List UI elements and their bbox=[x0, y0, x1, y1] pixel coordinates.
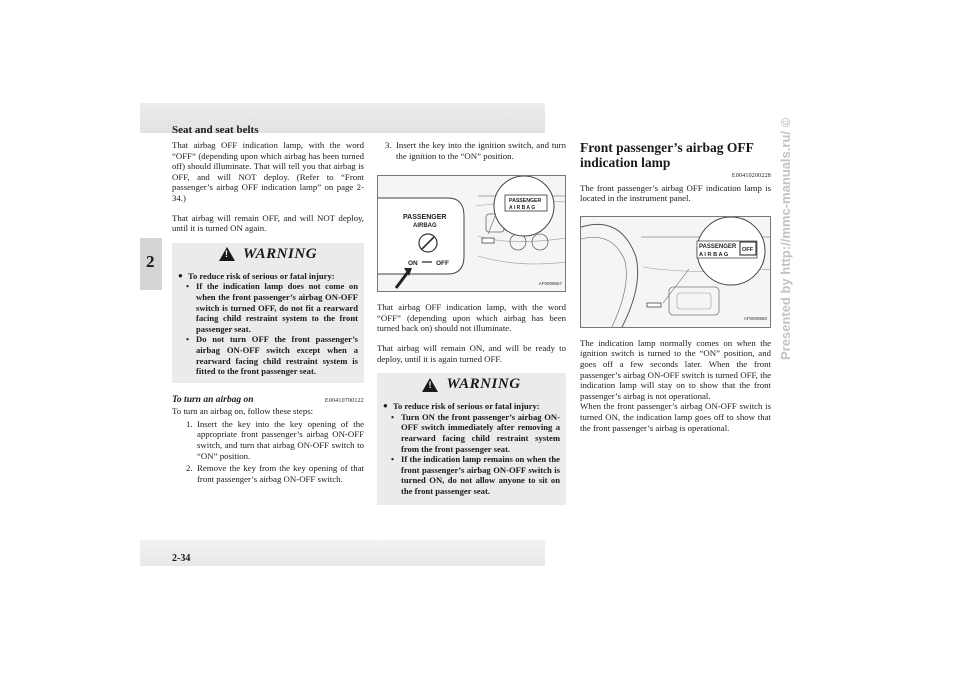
page-number: 2-34 bbox=[172, 553, 191, 564]
warning-triangle-icon bbox=[219, 247, 235, 261]
warning-item-text: If the indication lamp does not come on when the front passenger’s airbag ON-OFF switch is turned OFF, do not fit a rearward facing child restraint system to the front passenger seat. bbox=[196, 281, 358, 334]
chapter-number: 2 bbox=[146, 252, 155, 271]
figure-indication-lamp bbox=[580, 216, 771, 328]
warning-body bbox=[383, 401, 560, 496]
warning-item: • Turn ON the front passenger’s airbag ON-OFF switch immediately after removing a rearward facing child restraint system from the front passenger seat. bbox=[391, 411, 560, 454]
warning-item: • Do not turn OFF the front passenger’s airbag ON-OFF switch except when a rearward facing child restraint system is fitted to the front passenger seat. bbox=[186, 334, 358, 377]
subheading-row bbox=[172, 395, 364, 407]
paragraph: That airbag OFF indication lamp, with the word “OFF” (depending upon which airbag has been turned back on) should not illuminate. bbox=[377, 302, 566, 334]
figure-label: AIRBAG bbox=[413, 223, 437, 230]
figure-airbag-switch bbox=[377, 175, 566, 292]
warning-item-text: If the indication lamp remains on when the front passenger’s airbag ON-OFF switch is turned ON, do not allow anyone to sit on the front passenger seat. bbox=[401, 454, 560, 496]
warning-bullet-text: To reduce risk of serious or fatal injury: bbox=[188, 270, 335, 281]
warning-triangle-icon bbox=[422, 378, 438, 392]
figure-label: PASSENGER bbox=[509, 198, 542, 205]
list-item: 1. Insert the key into the key opening of the appropriate front passenger’s airbag ON-OFF switch, and turn that airbag ON-OFF switch to “ON” position. bbox=[186, 418, 364, 461]
list-item: 2. Remove the key from the key opening of that front passenger’s airbag ON-OFF switch. bbox=[186, 463, 364, 484]
paragraph: The front passenger’s airbag OFF indication lamp is located in the instrument panel. bbox=[580, 182, 771, 204]
warning-item: • If the indication lamp does not come on when the front passenger’s airbag ON-OFF switch is turned OFF, do not fit a rearward facing child restraint system to the front passenger seat. bbox=[186, 281, 358, 334]
figure-label: ON bbox=[408, 260, 418, 268]
warning-item: • If the indication lamp remains on when the front passenger’s airbag ON-OFF switch is turned ON, do not allow anyone to sit on the front passenger seat. bbox=[391, 454, 560, 496]
section-title: Seat and seat belts bbox=[172, 124, 259, 136]
warning-box bbox=[172, 243, 364, 383]
warning-item-text: Do not turn OFF the front passenger’s airbag ON-OFF switch except when a rearward facing child restraint system is fitted to the front passenger seat. bbox=[196, 334, 358, 377]
paragraph: When the front passenger’s airbag ON-OFF switch is turned ON, the indication lamp goes off to show that the front passenger’s airbag is operational. bbox=[580, 401, 771, 433]
warning-bullet bbox=[383, 401, 560, 412]
subheading: To turn an airbag on bbox=[172, 394, 254, 405]
paragraph: That airbag OFF indication lamp, with the word “OFF” (depending upon which airbag has been turned off) should illuminate. That will tell you that airbag is OFF, and will NOT deploy. (Refer to “Front passenger’s airbag OFF indication lamp” on page 2-34.) bbox=[172, 140, 364, 203]
reference-code: E00410700122 bbox=[324, 397, 364, 404]
list-item: 3. Insert the key into the ignition switch, and turn the ignition to the “ON” position. bbox=[385, 140, 566, 161]
warning-box bbox=[377, 373, 566, 504]
figure-label: PASSENGER bbox=[403, 214, 447, 222]
figure-label: A I R B A G bbox=[699, 251, 729, 258]
column-3 bbox=[580, 140, 771, 442]
section-heading: Front passenger’s airbag OFF indication lamp bbox=[580, 140, 754, 170]
reference-code: E00410200228 bbox=[731, 173, 771, 179]
warning-title: WARNING bbox=[242, 245, 318, 262]
warning-bullet bbox=[178, 271, 358, 282]
figure-label: OFF bbox=[742, 246, 754, 253]
figure-code: AF0009660 bbox=[743, 316, 767, 322]
warning-header bbox=[172, 243, 364, 267]
bullet-icon: ● bbox=[383, 401, 388, 411]
figure-label: A I R B A G bbox=[509, 205, 536, 212]
footer-band bbox=[140, 540, 545, 566]
paragraph: That airbag will remain ON, and will be ready to deploy, until it is again turned OFF. bbox=[377, 342, 566, 364]
warning-body bbox=[178, 271, 358, 377]
warning-title: WARNING bbox=[446, 376, 521, 393]
warning-bullet-text: To reduce risk of serious or fatal injury: bbox=[393, 401, 540, 412]
column-2 bbox=[377, 140, 566, 517]
airbag-switch-illustration bbox=[378, 176, 566, 292]
column-1 bbox=[172, 140, 364, 486]
figure-label: PASSENGER bbox=[699, 243, 737, 250]
watermark: Presented by http://mmc-manuals.ru/ © bbox=[778, 117, 793, 360]
paragraph: To turn an airbag on, follow these steps: bbox=[172, 406, 314, 417]
figure-code: AF0009657 bbox=[538, 280, 562, 286]
paragraph: That airbag will remain OFF, and will NOT deploy, until it is turned ON again. bbox=[172, 212, 364, 234]
warning-header bbox=[377, 373, 566, 397]
bullet-icon: ● bbox=[178, 270, 183, 280]
figure-label: OFF bbox=[436, 260, 449, 268]
warning-item-text: Turn ON the front passenger’s airbag ON-OFF switch immediately after removing a rearward facing child restraint system from the front passenger seat. bbox=[401, 411, 560, 454]
indication-lamp-illustration bbox=[581, 217, 771, 328]
paragraph: The indication lamp normally comes on when the ignition switch is turned to the “ON” position, and goes off a few seconds later. When the front passenger’s airbag ON-OFF switch is turned OFF, the indication lamp will stay on to show that the front passenger’s airbag is not operational. bbox=[580, 337, 771, 401]
